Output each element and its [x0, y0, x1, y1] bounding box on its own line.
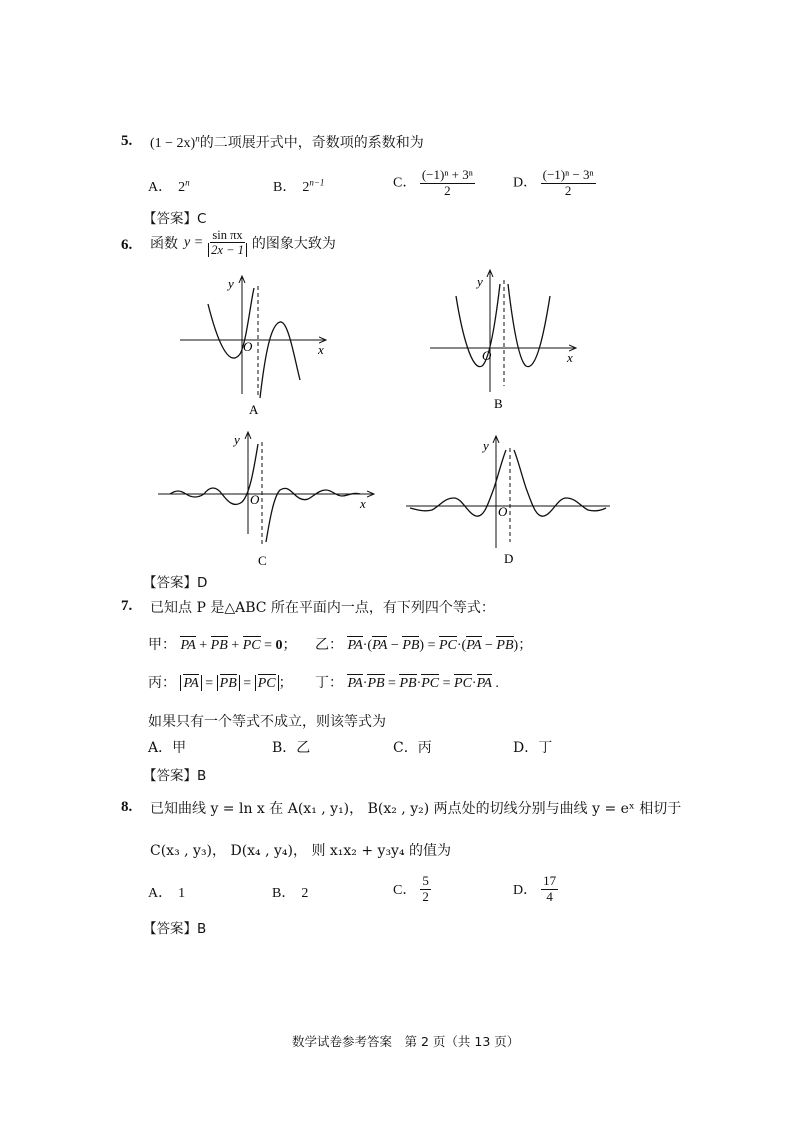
graph-a-x-label: x — [318, 342, 324, 357]
graph-c-origin: O — [250, 492, 260, 507]
q8-option-c-label: C． — [393, 883, 417, 899]
graph-a-origin: O — [243, 339, 253, 354]
graph-b-label: B — [494, 396, 503, 411]
graph-b-origin: O — [482, 348, 492, 363]
q6-stem-text: 的图象大致为 — [251, 235, 336, 252]
graph-b-x-label: x — [567, 350, 573, 365]
q5-option-b-base: 2 — [302, 180, 310, 195]
q8-option-d — [513, 874, 558, 905]
q8-option-b-value: 2 — [301, 886, 309, 901]
q7-option-d: D．丁 — [513, 740, 553, 756]
q7-bing-label: 丙： — [148, 675, 176, 691]
q6-fraction-numerator: sin πx — [212, 228, 243, 242]
q6-answer: 【答案】D — [143, 575, 208, 591]
graph-c-label: C — [258, 553, 267, 568]
graph-c — [156, 428, 378, 570]
q7-number: 7. — [121, 598, 133, 614]
graph-c-y-label: y — [234, 432, 240, 447]
graph-b-curve-left — [456, 284, 500, 367]
graph-b-y-label: y — [477, 274, 483, 289]
q8-option-d-label: D． — [513, 883, 538, 899]
graph-a — [176, 266, 336, 416]
q5-option-d — [513, 168, 596, 199]
q8-option-a-label: A． — [148, 886, 173, 901]
q8-option-a — [148, 882, 185, 902]
graph-c-curve-right — [266, 488, 360, 542]
q7-bold-zero: 0 — [275, 638, 283, 653]
q8-option-d-denominator: 4 — [546, 888, 553, 904]
q8-option-b-label: B． — [272, 886, 296, 901]
q8-option-a-value: 1 — [178, 886, 186, 901]
q8-option-c-denominator: 2 — [422, 888, 429, 904]
graph-d-y-label: y — [483, 438, 489, 453]
q7-condition: 如果只有一个等式不成立，则该等式为 — [148, 714, 386, 730]
q6-fraction-denominator: 2x − 1 — [208, 243, 247, 257]
graph-b-curve-right — [508, 284, 550, 367]
q5-number: 5. — [121, 133, 133, 149]
q8-option-c-numerator: 5 — [422, 873, 429, 888]
q5-option-b-exp: n−1 — [309, 177, 325, 188]
graph-c-x-label: x — [360, 496, 366, 511]
q8-option-b — [272, 882, 308, 902]
q5-option-a — [148, 176, 190, 196]
q5-stem-text: 的二项展开式中，奇数项的系数和为 — [199, 135, 424, 151]
q7-statement-yi: 乙： PA·(PA − PB) = PC·(PA − PB)； — [315, 637, 533, 653]
q8-stem-line1: 已知曲线 y = ln x 在 A(x₁ , y₁)， B(x₂ , y₂) 两点处的切线分别与曲线 y = eˣ 相切于 — [150, 801, 682, 817]
graph-b — [428, 268, 588, 414]
page-footer: 数学试卷参考答案 第 2 页（共 13 页） — [292, 1034, 520, 1049]
q5-stem-exp: n — [195, 133, 200, 144]
q6-stem — [150, 228, 336, 258]
graph-a-label: A — [249, 402, 259, 416]
q7-jia-label: 甲： — [148, 637, 176, 653]
q8-option-d-numerator: 17 — [543, 873, 557, 888]
q5-option-d-label: D． — [513, 175, 538, 191]
graph-c-curve-left — [170, 444, 258, 504]
q7-statement-bing: 丙： PA = PB = PC ； — [148, 675, 293, 691]
q5-option-a-exp: n — [185, 177, 190, 188]
q5-option-b — [273, 176, 324, 196]
q8-option-c — [393, 874, 431, 905]
q5-stem — [150, 132, 424, 152]
q7-yi-label: 乙： — [315, 637, 343, 653]
q7-option-c: C．丙 — [393, 740, 432, 756]
q7-ding-label: 丁： — [315, 675, 343, 691]
graph-d-origin: O — [498, 504, 508, 519]
q6-number: 6. — [121, 237, 133, 253]
graph-a-y-label: y — [228, 276, 234, 291]
q5-option-b-label: B． — [273, 180, 297, 195]
q8-number: 8. — [121, 799, 133, 815]
q5-option-d-numerator: (−1)ⁿ − 3ⁿ — [542, 167, 594, 182]
q5-option-a-base: 2 — [178, 180, 186, 195]
q6-stem-y: y = — [184, 234, 204, 250]
q7-statement-ding: 丁： PA·PB = PB·PC = PC·PA . — [315, 675, 499, 691]
q8-answer: 【答案】B — [143, 921, 207, 937]
q7-option-a: A．甲 — [148, 740, 187, 756]
graph-d — [402, 432, 614, 572]
q6-stem-pre: 函数 — [150, 235, 178, 252]
q7-answer: 【答案】B — [143, 768, 207, 784]
q7-stem: 已知点 P 是△ABC 所在平面内一点，有下列四个等式： — [150, 600, 495, 616]
q5-option-c — [393, 168, 475, 199]
q5-option-c-numerator: (−1)ⁿ + 3ⁿ — [421, 167, 473, 182]
graph-d-label: D — [504, 551, 514, 566]
q5-option-a-label: A． — [148, 180, 173, 195]
q7-option-b: B．乙 — [272, 740, 311, 756]
q5-option-d-denominator: 2 — [564, 182, 572, 198]
q5-option-c-denominator: 2 — [444, 182, 451, 198]
q5-answer: 【答案】C — [143, 211, 207, 227]
q7-statement-jia: 甲： PA + PB + PC = 0； — [148, 637, 297, 653]
q8-stem-line2: C(x₃ , y₃)， D(x₄ , y₄)， 则 x₁x₂ + y₃y₄ 的值为 — [150, 843, 452, 859]
graph-a-curve-right — [260, 322, 300, 398]
q5-stem-math: (1 − 2x) — [150, 136, 196, 151]
q5-option-c-label: C． — [393, 175, 417, 191]
